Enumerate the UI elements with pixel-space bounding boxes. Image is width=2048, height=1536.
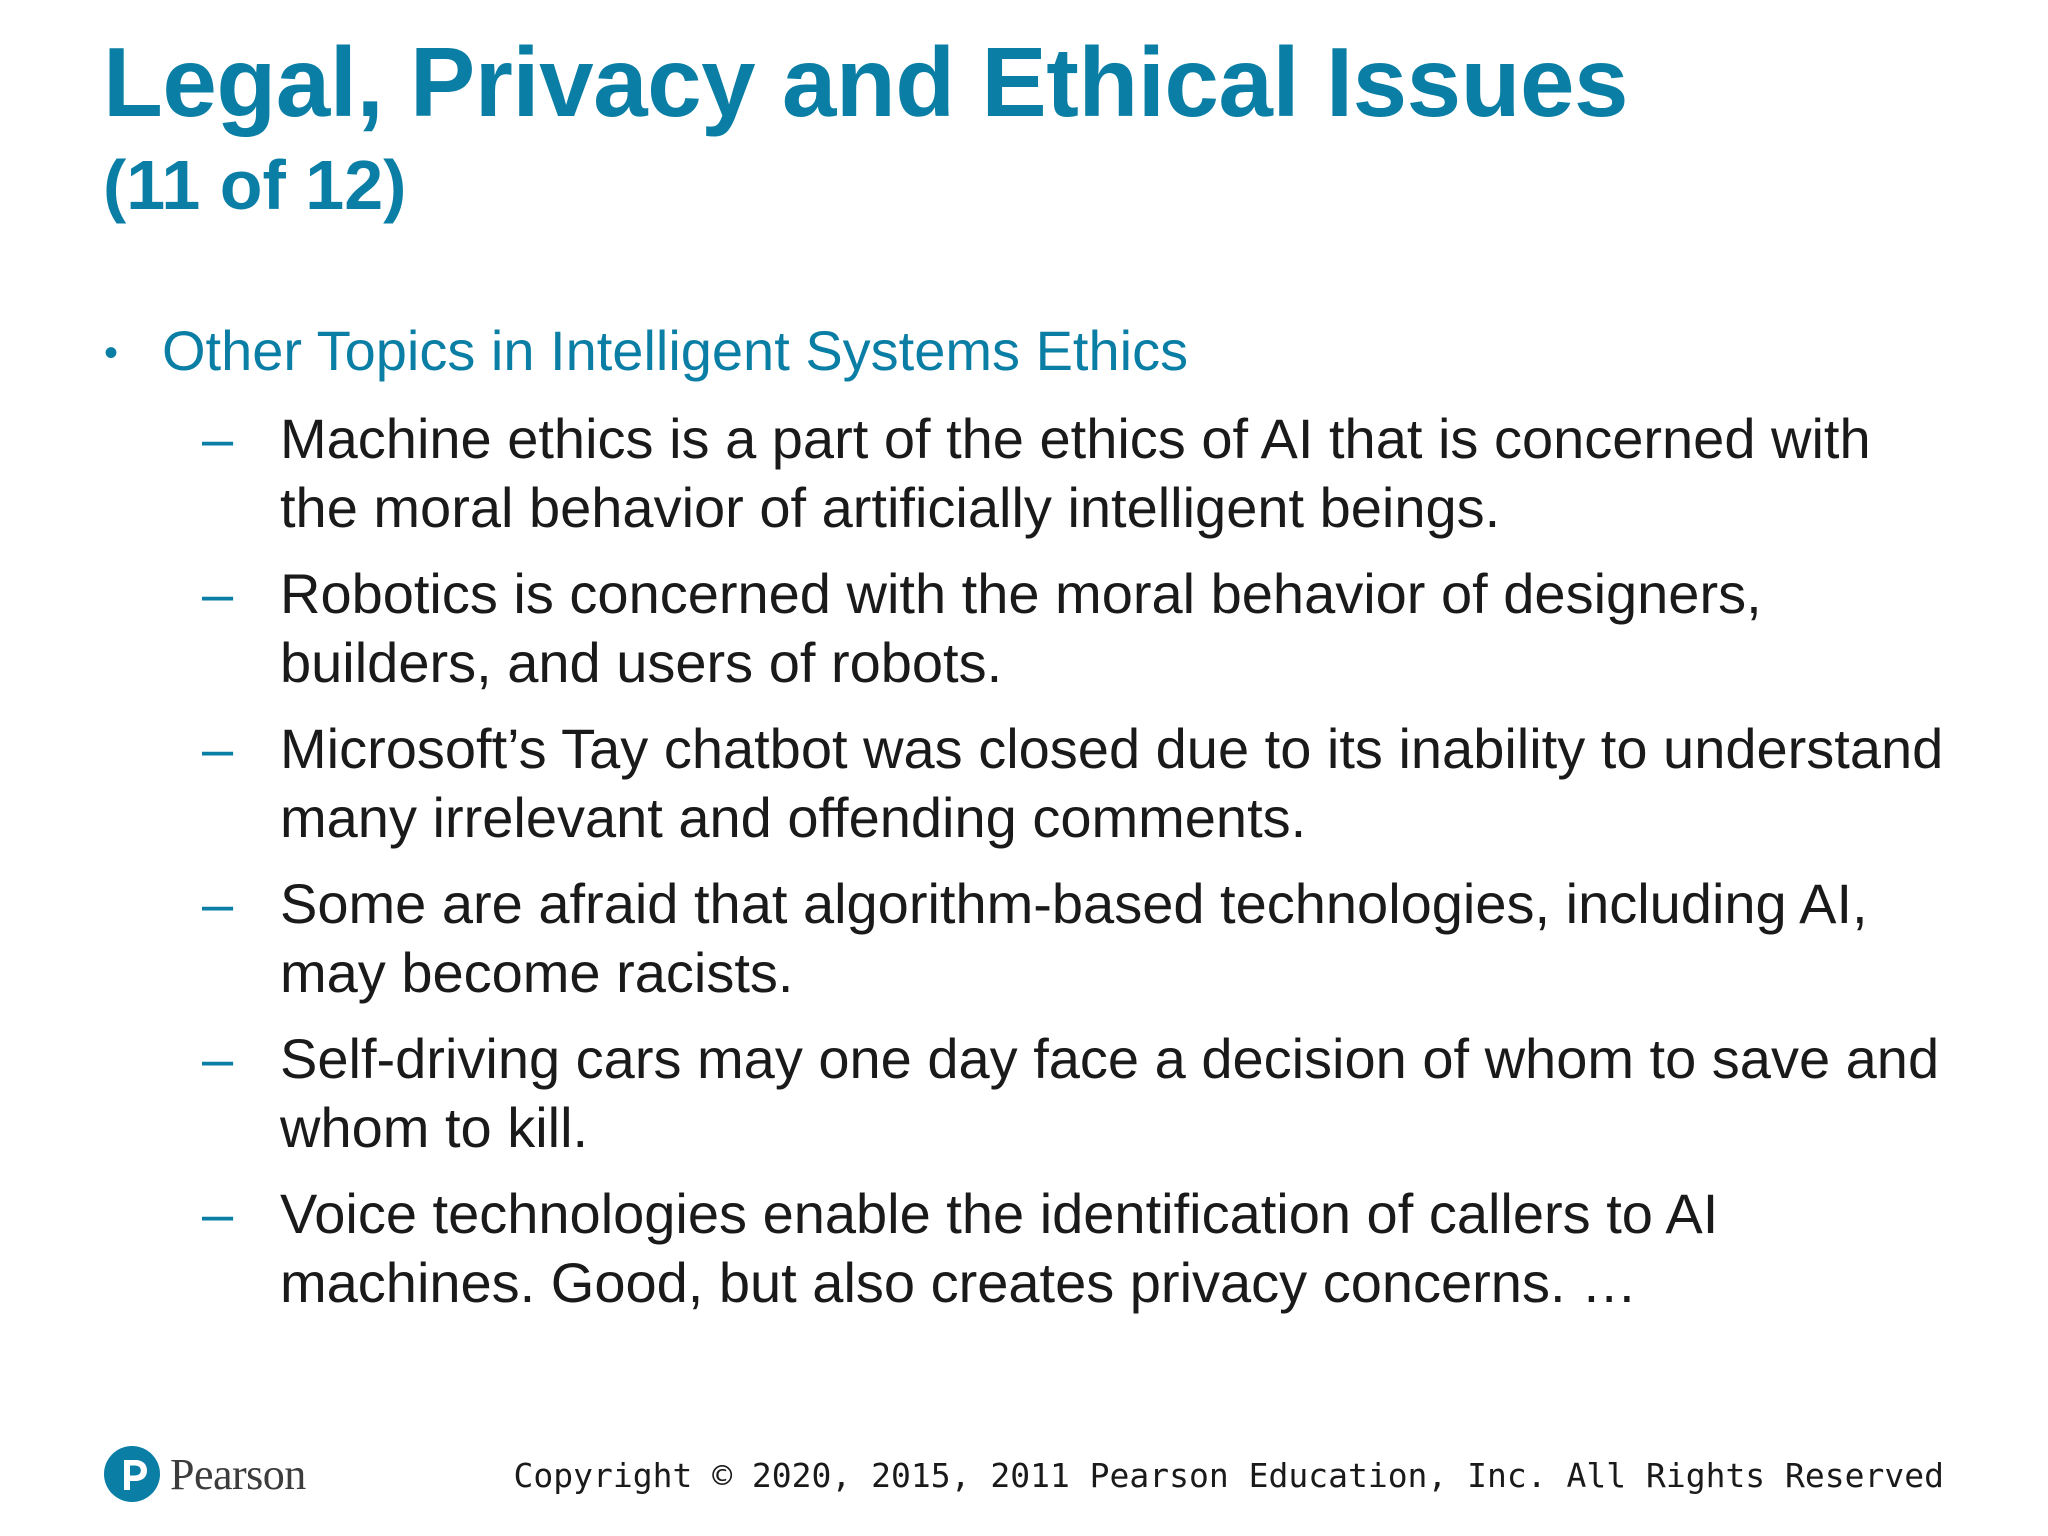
- sub-bullet-text: Some are afraid that algorithm-based technologies, including AI, may become racists.: [280, 872, 1868, 1004]
- dash-icon: –: [202, 1027, 234, 1090]
- dash-icon: –: [202, 562, 234, 625]
- sub-bullet-item: [104, 559, 1964, 697]
- bullet-topic: [104, 318, 1964, 390]
- slide-title: [103, 24, 1628, 226]
- sub-bullet-text: Microsoft’s Tay chatbot was closed due to its inability to understand many irrelevant and offending comments.: [280, 717, 1944, 849]
- sub-bullet-item: [104, 404, 1964, 542]
- sub-bullet-text: Self-driving cars may one day face a decision of whom to save and whom to kill.: [280, 1027, 1940, 1159]
- slide-content: [104, 318, 1964, 1334]
- pearson-logo: [104, 1446, 306, 1502]
- pearson-p-logo-icon: [104, 1446, 160, 1502]
- sub-bullet-list: [104, 404, 1964, 1317]
- dash-icon: –: [202, 1182, 234, 1245]
- sub-bullet-text: Machine ethics is a part of the ethics of AI that is concerned with the moral behavior of artificially intelligent beings.: [280, 407, 1871, 539]
- sub-bullet-item: [104, 869, 1964, 1007]
- bullet-dot-icon: •: [104, 331, 119, 375]
- slide-title-subtitle: (11 of 12): [103, 146, 407, 224]
- copyright-notice: Copyright © 2020, 2015, 2011 Pearson Education, Inc. All Rights Reserved: [513, 1456, 1944, 1495]
- sub-bullet-item: [104, 714, 1964, 852]
- sub-bullet-item: [104, 1024, 1964, 1162]
- slide-title-main: Legal, Privacy and Ethical Issues: [103, 27, 1628, 137]
- sub-bullet-text: Robotics is concerned with the moral behavior of designers, builders, and users of robots.: [280, 562, 1762, 694]
- dash-icon: –: [202, 717, 234, 780]
- sub-bullet-item: [104, 1179, 1964, 1317]
- bullet-topic-label: Other Topics in Intelligent Systems Ethics: [162, 319, 1189, 382]
- dash-icon: –: [202, 872, 234, 935]
- pearson-wordmark: Pearson: [170, 1449, 306, 1499]
- dash-icon: –: [202, 407, 234, 470]
- sub-bullet-text: Voice technologies enable the identification of callers to AI machines. Good, but also creates privacy concerns. …: [280, 1182, 1719, 1314]
